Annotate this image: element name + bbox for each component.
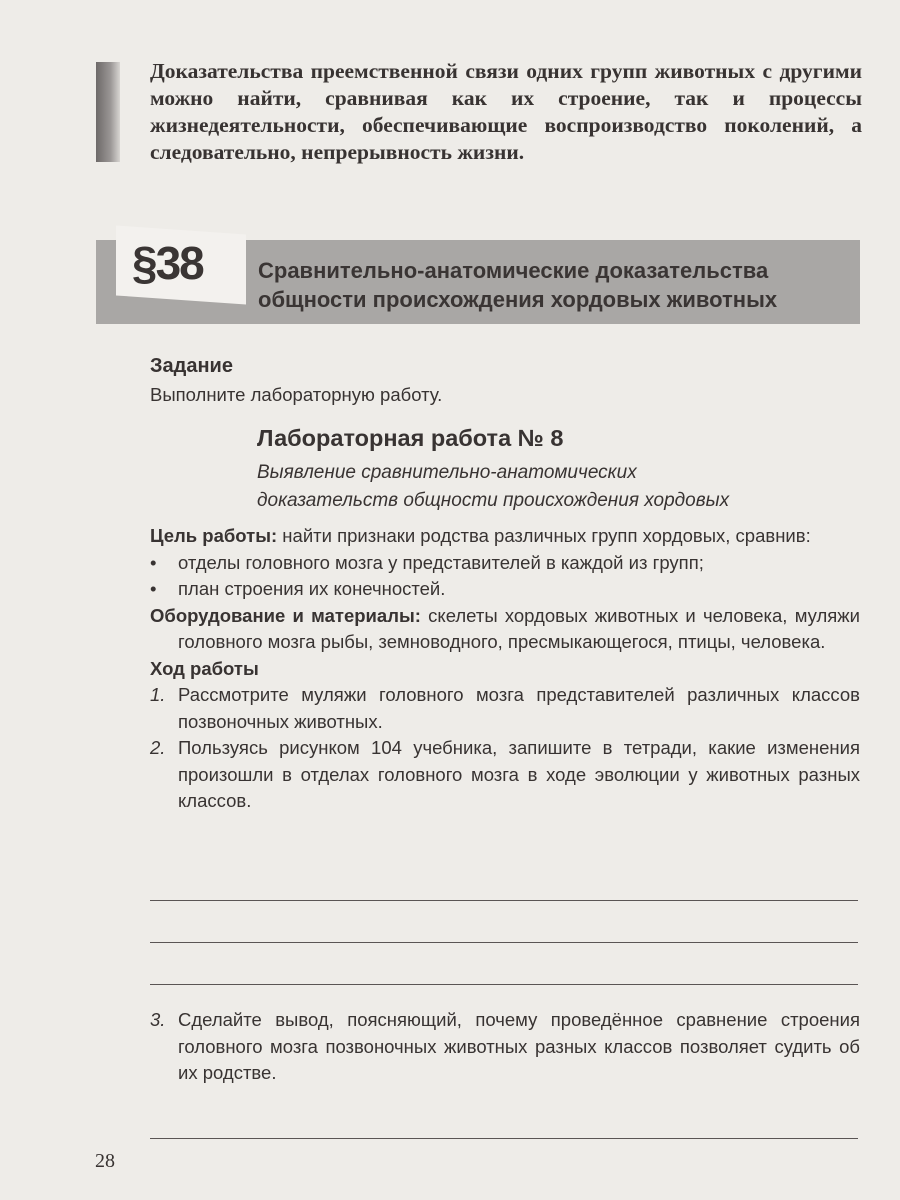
intro-text: Доказательства преемственной связи одних групп животных с другими можно найти, сравнивая как их строение, так и процессы жизнедеятельности, обеспечивающие воспроизводство поколений, а следовательно, непрерывность жизни. <box>150 59 862 164</box>
bullet-item: • план строения их конечностей. <box>150 576 860 603</box>
step-text: Пользуясь рисунком 104 учебника, запишите в тетради, какие изменения произошли в отделах головного мозга в ходе эволюции у животных разных классов. <box>178 737 860 811</box>
lab-title: Лабораторная работа № 8 <box>257 425 564 451</box>
intro-accent-bar <box>96 62 120 162</box>
step-text: Сделайте вывод, поясняющий, почему проведённое сравнение строения головного мозга позвоночных животных разных классов позволяет судить об их родстве. <box>178 1009 860 1083</box>
step-item <box>150 682 860 735</box>
step-item <box>150 735 860 815</box>
equipment-text: скелеты хордовых животных и человека, муляжи головного мозга рыбы, земноводного, пресмыкающегося, птицы, человека. <box>178 604 860 652</box>
step-number: 3. <box>150 1009 166 1030</box>
step-text: Рассмотрите муляжи головного мозга представителей различных классов позвоночных животных. <box>178 684 860 732</box>
step-3 <box>150 1007 860 1087</box>
page-number: 28 <box>95 1150 115 1172</box>
procedure-heading: Ход работы <box>150 657 259 679</box>
equipment-paragraph <box>150 603 860 656</box>
lab-subtitle <box>257 459 729 515</box>
section-number: §38 <box>132 237 203 289</box>
goal-paragraph <box>150 523 860 550</box>
lab-subtitle-line: доказательств общности происхождения хордовых <box>257 490 730 511</box>
answer-line[interactable] <box>150 1138 858 1139</box>
bullet-text: план строения их конечностей. <box>178 578 446 599</box>
goal-label: Цель работы: <box>150 525 278 546</box>
section-title <box>258 256 777 314</box>
goal-text: найти признаки родства различных групп хордовых, сравнив: <box>277 525 811 546</box>
equipment-label: Оборудование и материалы: <box>150 604 421 626</box>
step-number: 1. <box>150 684 166 705</box>
answer-line[interactable] <box>150 900 858 901</box>
lab-content <box>150 523 860 815</box>
answer-line[interactable] <box>150 984 858 985</box>
section-title-line: Сравнительно-анатомические доказательства <box>258 258 769 283</box>
section-title-line: общности происхождения хордовых животных <box>258 287 778 312</box>
bullet-item: • отделы головного мозга у представителей в каждой из групп; <box>150 550 860 577</box>
task-heading: Задание <box>150 355 233 377</box>
task-text: Выполните лабораторную работу. <box>150 384 443 405</box>
answer-line[interactable] <box>150 942 858 943</box>
bullet-text: отделы головного мозга у представителей в каждой из групп; <box>178 551 704 573</box>
lab-subtitle-line: Выявление сравнительно-анатомических <box>257 462 637 483</box>
step-number: 2. <box>150 737 166 758</box>
step-item <box>150 1007 860 1087</box>
